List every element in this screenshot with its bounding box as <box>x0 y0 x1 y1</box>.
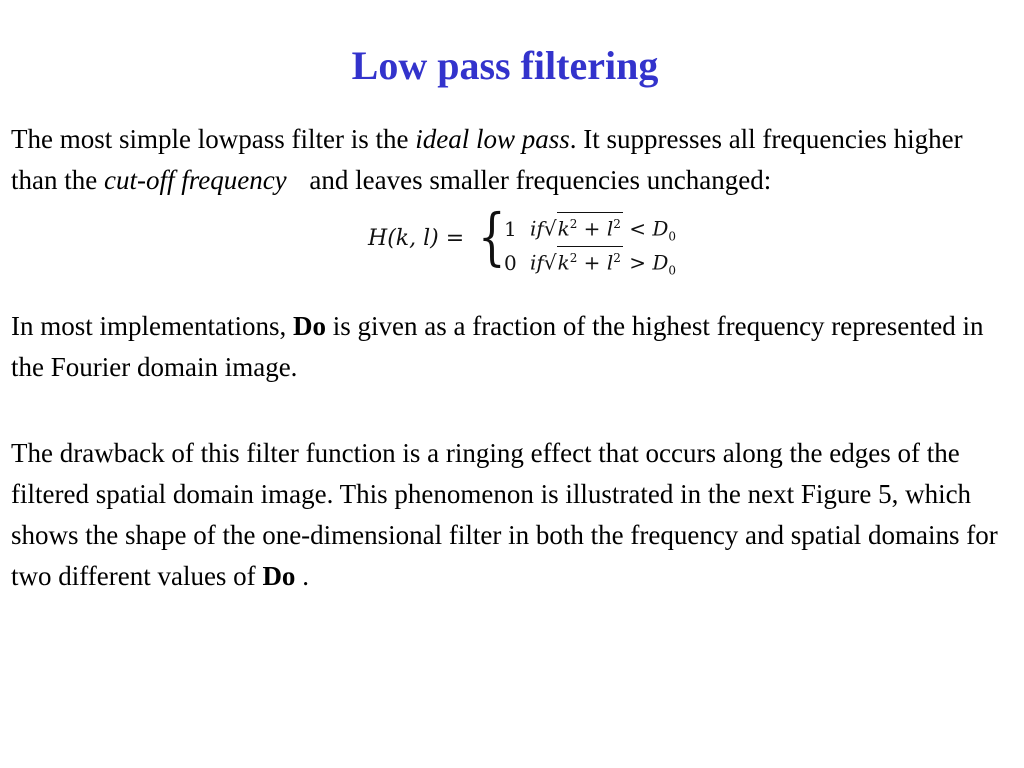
formula-brace: { <box>478 200 506 273</box>
formula-case-pass: 1 $if√k^2 + l^2 < D_0$ <box>504 212 676 251</box>
case-stop-radicand: $k^2 + l^2$ <box>557 246 623 274</box>
cutoff-frequency-term: cut-off frequency <box>103 165 287 195</box>
intro-text-2: . It suppresses all frequencies higher than the <box>11 124 963 195</box>
case-pass-value: 1 <box>504 216 517 241</box>
paragraph-drawback <box>11 433 1001 597</box>
slide-title: Low pass filtering <box>351 43 659 88</box>
paragraph-intro <box>11 119 1001 201</box>
case-stop-value: 0 <box>504 250 517 275</box>
impl-text-2: is given as a fraction of the highest frequency represented in the Fourier domain image. <box>11 311 984 382</box>
case-pass-radicand: $k^2 + l^2$ <box>557 212 623 240</box>
formula-lhs <box>368 226 464 251</box>
formula-arguments: (k, l) <box>387 226 439 251</box>
drawback-text-2: . <box>295 561 309 591</box>
do-term: Do <box>292 311 326 341</box>
formula-function-name: H <box>368 226 388 251</box>
impl-text-1: In most implementations, <box>11 311 293 341</box>
formula-case-stop: 0 $if√k^2 + l^2 > D_0$ <box>504 246 676 285</box>
intro-text-1: The most simple lowpass filter is the <box>11 124 416 154</box>
formula-equals: = <box>445 226 465 251</box>
do-term-2: Do <box>262 561 296 591</box>
drawback-text-1: The drawback of this filter function is a ringing effect that occurs along the edges of the filtered spatial domain image. This phenomenon is illustrated in the next Figure 5, which shows the shape of the one-dimensional filter in both the frequency and spatial domains for two different values of <box>11 438 998 591</box>
ideal-low-pass-term: ideal low pass <box>415 124 570 154</box>
case-stop-threshold: D <box>652 250 669 275</box>
case-stop-if: if <box>530 250 544 275</box>
transfer-function-formula <box>366 200 722 278</box>
case-pass-threshold: D <box>652 216 669 241</box>
case-stop-operator: > <box>629 250 646 275</box>
case-pass-operator: < <box>629 216 646 241</box>
paragraph-implementation <box>11 306 1001 388</box>
intro-text-3: and leaves smaller frequencies unchanged: <box>302 165 772 195</box>
case-pass-if: if <box>530 216 544 241</box>
